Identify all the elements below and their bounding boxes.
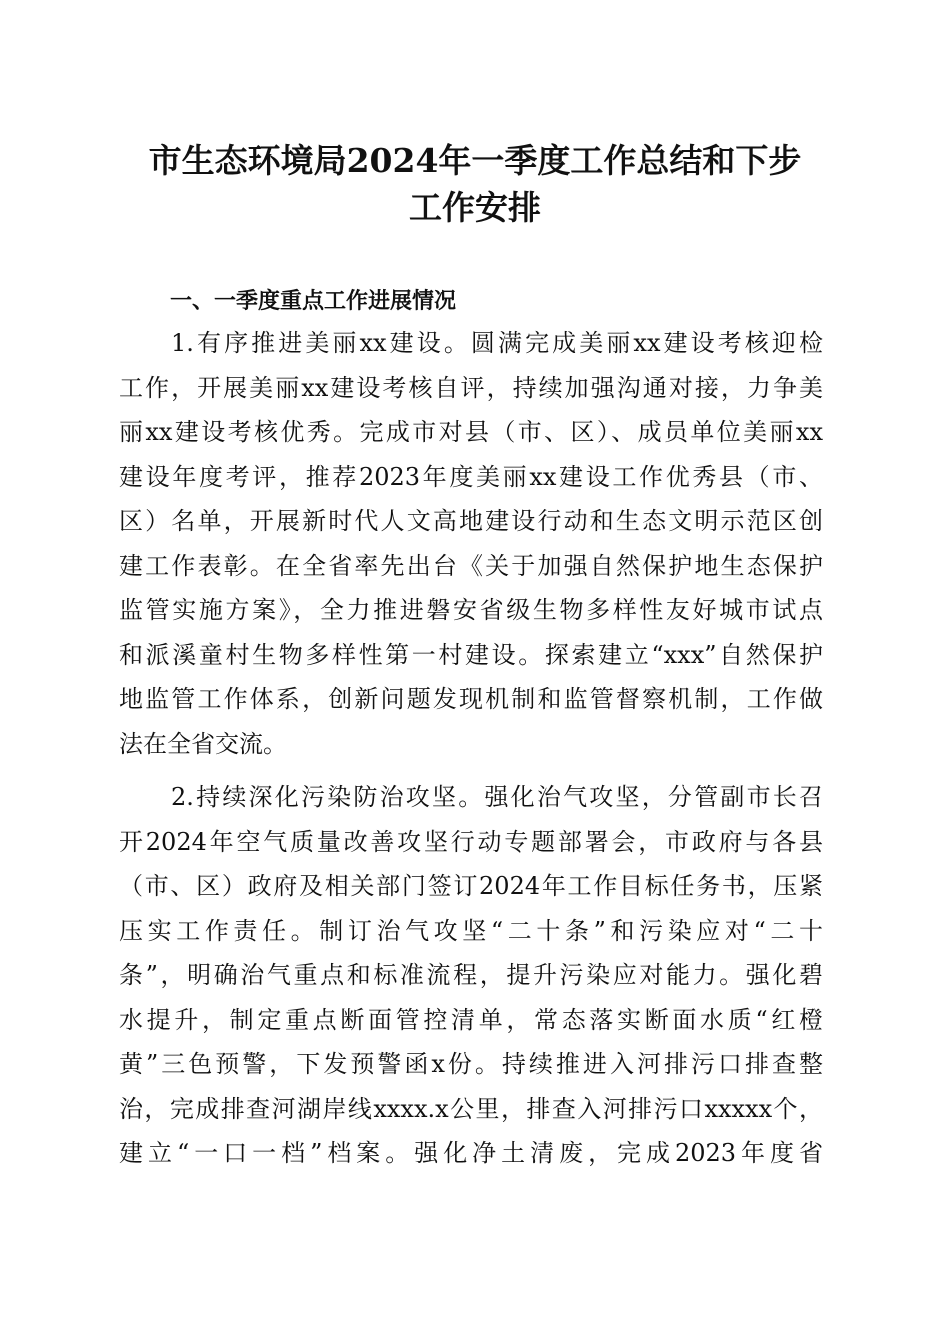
paragraph-line: （市、区）政府及相关部门签订2024年工作目标任务书，压紧 [119, 872, 823, 900]
paragraph-line: 监管实施方案》，全力推进磐安省级生物多样性友好城市试点 [119, 596, 823, 624]
paragraph-line: 1.有序推进美丽xx建设。圆满完成美丽xx建设考核迎检 [171, 329, 823, 357]
paragraph-line: 治，完成排查河湖岸线xxxx.x公里，排查入河排污口xxxxx个， [119, 1094, 823, 1123]
paragraph-line: 建工作表彰。在全省率先出台《关于加强自然保护地生态保护 [119, 551, 823, 580]
paragraph-line: 工作，开展美丽xx建设考核自评，持续加强沟通对接，力争美 [119, 373, 823, 402]
document-title-line-1: 市生态环境局2024年一季度工作总结和下步 [148, 141, 802, 180]
paragraph-line: 建设年度考评，推荐2023年度美丽xx建设工作优秀县（市、 [119, 462, 823, 491]
section-heading: 一、一季度重点工作进展情况 [170, 289, 457, 314]
paragraph-line: 开2024年空气质量改善攻坚行动专题部署会，市政府与各县 [119, 827, 823, 856]
paragraph-line: 区）名单，开展新时代人文高地建设行动和生态文明示范区创 [119, 507, 823, 535]
paragraph-line: 建立“一口一档”档案。强化净土清废，完成2023年度省 [119, 1139, 823, 1167]
paragraph-line: 法在全省交流。 [119, 729, 287, 758]
paragraph-1 [119, 321, 823, 766]
document-title-line-2: 工作安排 [409, 188, 541, 227]
paragraph-line: 水提升，制定重点断面管控清单，常态落实断面水质“红橙 [119, 1005, 823, 1034]
paragraph-line: 丽xx建设考核优秀。完成市对县（市、区）、成员单位美丽xx [119, 418, 823, 446]
paragraph-line: 和派溪童村生物多样性第一村建设。探索建立“xxx”自然保护 [119, 640, 823, 669]
paragraph-line: 黄”三色预警，下发预警函x份。持续推进入河排污口排查整 [119, 1050, 823, 1078]
paragraph-line: 2.持续深化污染防治攻坚。强化治气攻坚，分管副市长召 [171, 783, 823, 811]
paragraph-line: 压实工作责任。制订治气攻坚“二十条”和污染应对“二十 [119, 916, 823, 945]
paragraph-line: 条”，明确治气重点和标准流程，提升污染应对能力。强化碧 [119, 961, 823, 989]
paragraph-2 [119, 775, 823, 1176]
paragraph-line: 地监管工作体系，创新问题发现机制和监管督察机制，工作做 [119, 685, 823, 713]
